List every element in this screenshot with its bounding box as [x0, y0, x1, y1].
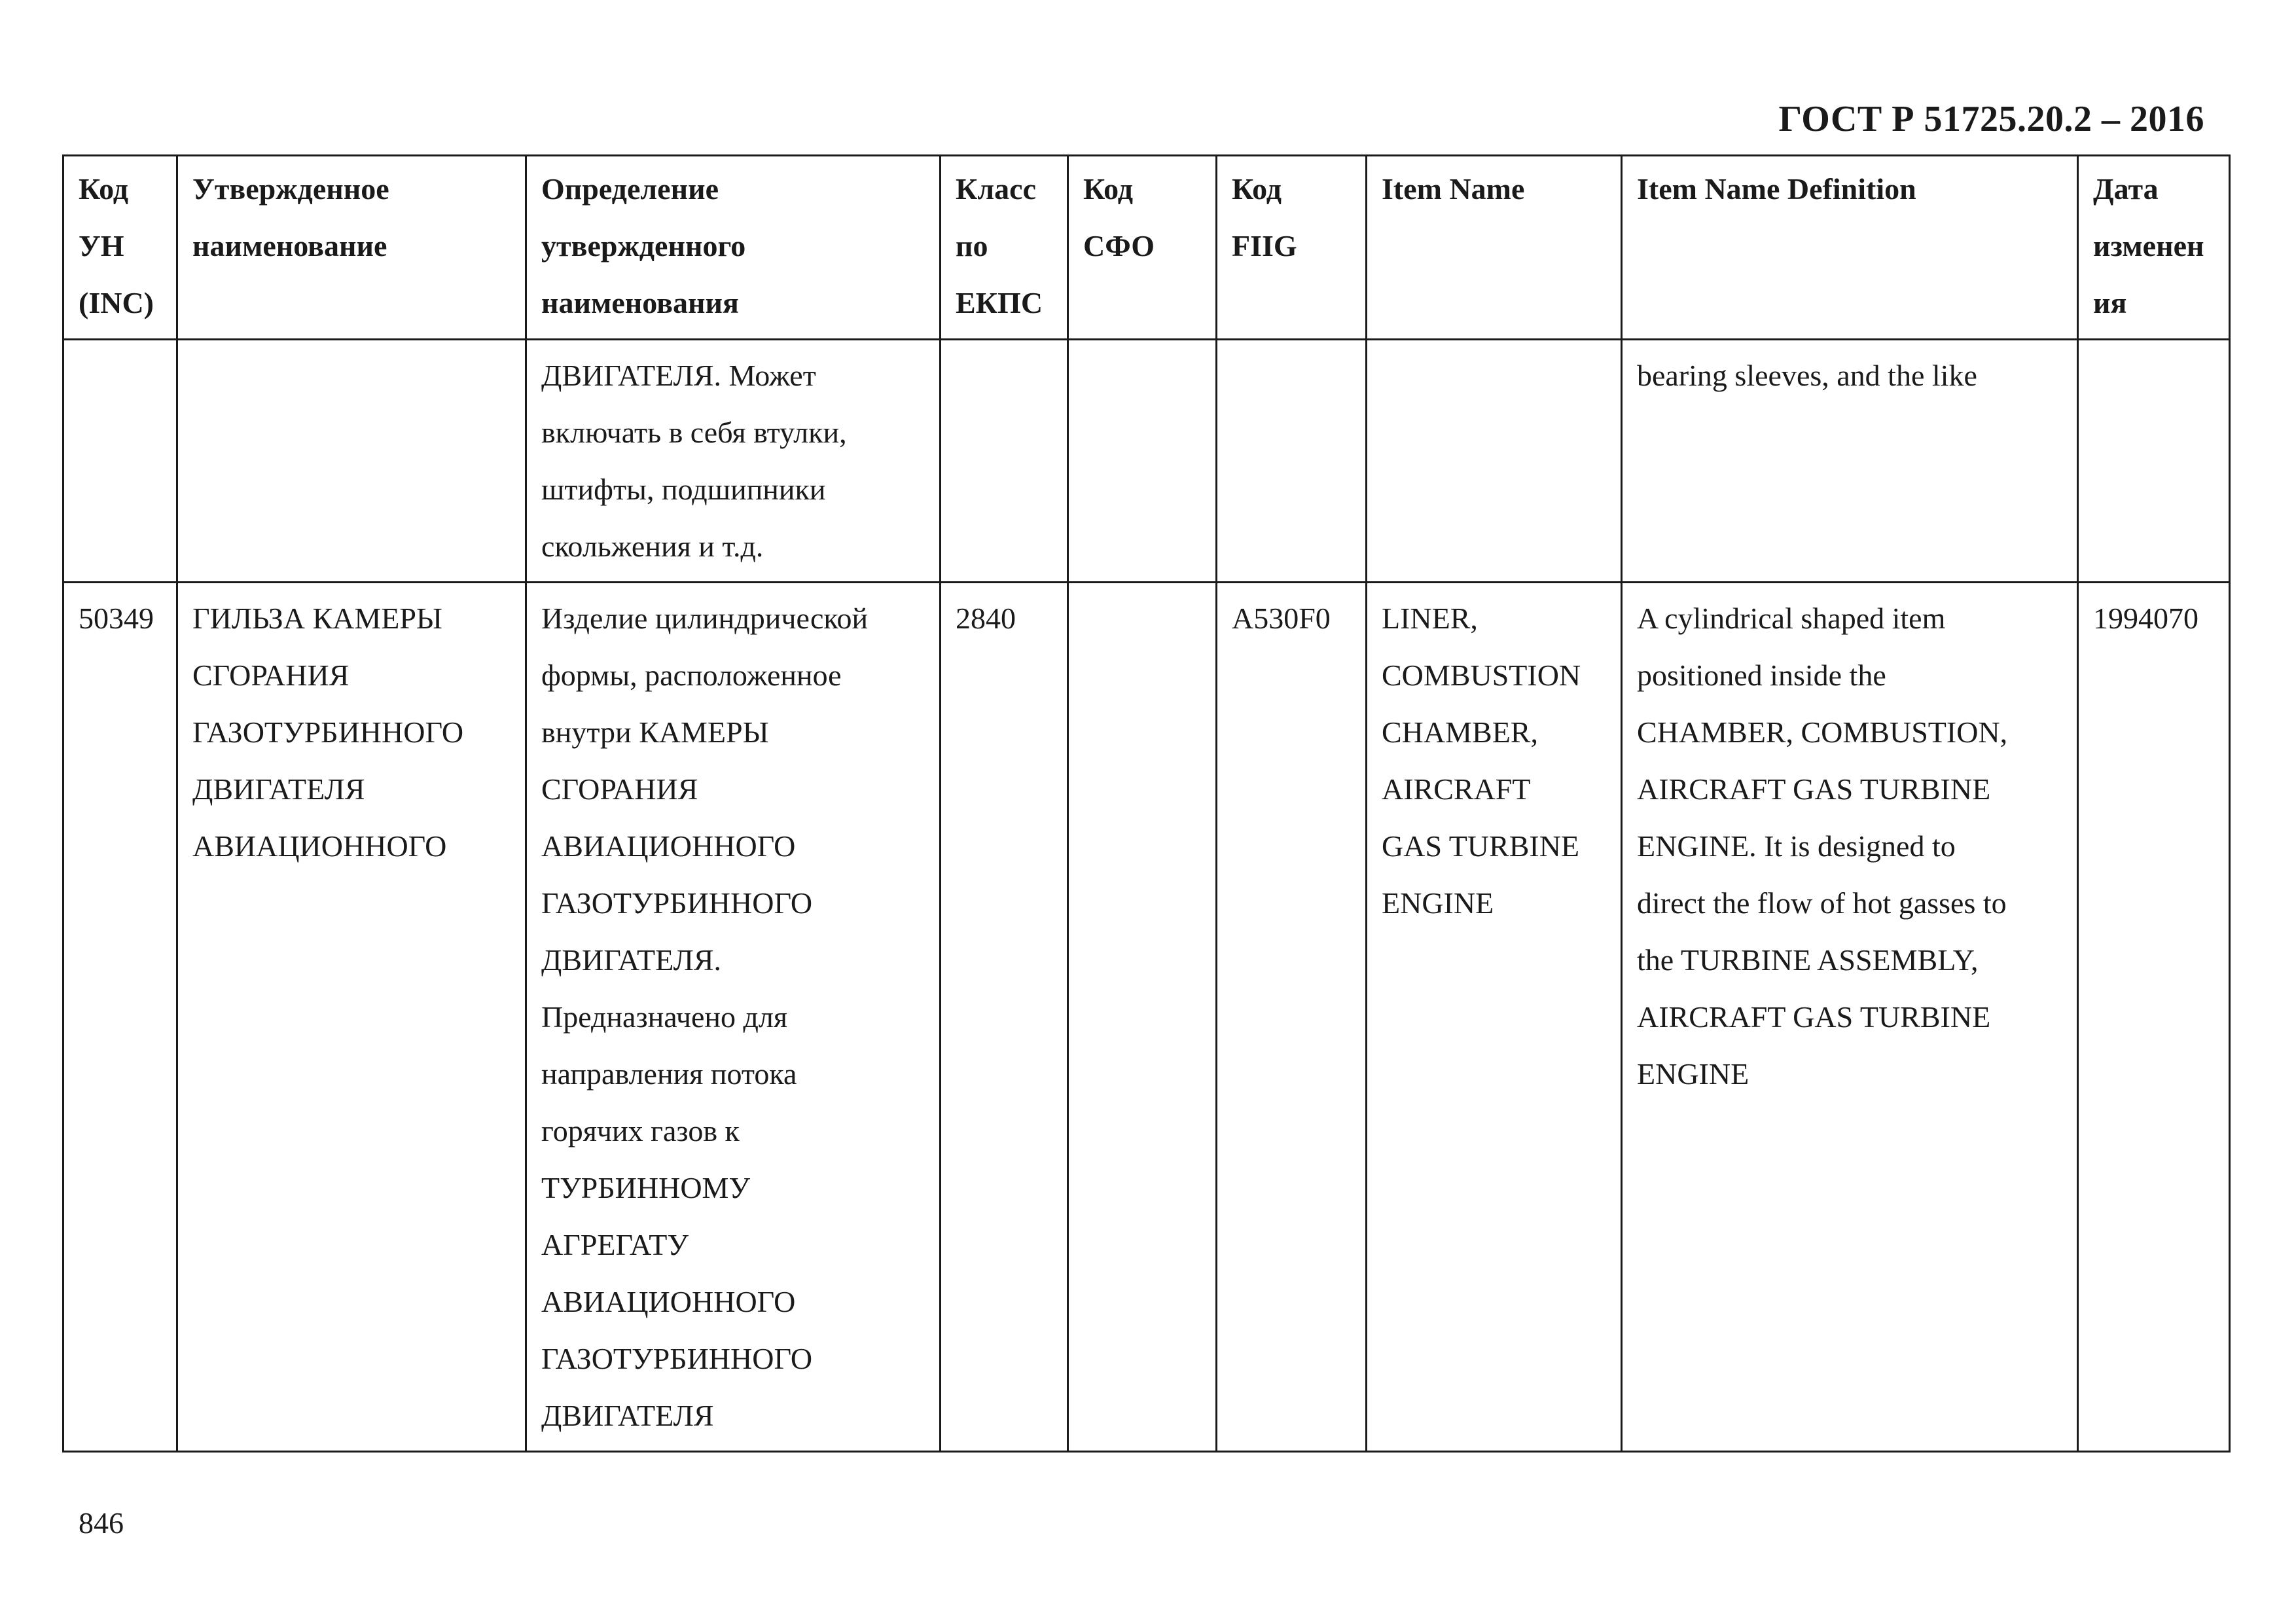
inc-catalog-table [62, 154, 2231, 1453]
cell-ekps-class [941, 340, 1068, 583]
cell-item-name-definition: A cylindrical shaped item positioned inside the CHAMBER, COMBUSTION, AIRCRAFT GAS TURBINE ENGINE. It is designed to direct the flow of hot gasses to the TURBINE ASSEMBLY, AIRCRAFT GAS TURBINE ENGINE [1622, 583, 2078, 1452]
cell-inc [63, 340, 177, 583]
table-row [63, 583, 2230, 1452]
page-number: 846 [79, 1506, 124, 1540]
table-header-row [63, 156, 2230, 340]
col-header-name-definition-ru: Определение утвержденного наименования [526, 156, 941, 340]
cell-fiig-code [1217, 340, 1367, 583]
standard-designation: ГОСТ Р 51725.20.2 – 2016 [1778, 99, 2204, 139]
cell-item-name [1367, 340, 1622, 583]
cell-item-name-definition: bearing sleeves, and the like [1622, 340, 2078, 583]
cell-name-definition-ru: ДВИГАТЕЛЯ. Может включать в себя втулки, штифты, подшипники скольжения и т.д. [526, 340, 941, 583]
cell-sfo-code [1068, 340, 1217, 583]
col-header-item-name: Item Name [1367, 156, 1622, 340]
col-header-ekps-class: Класс по ЕКПС [941, 156, 1068, 340]
cell-ekps-class: 2840 [941, 583, 1068, 1452]
cell-approved-name: ГИЛЬЗА КАМЕРЫ СГОРАНИЯ ГАЗОТУРБИННОГО ДВИГАТЕЛЯ АВИАЦИОННОГО [177, 583, 526, 1452]
cell-name-definition-ru: Изделие цилиндрической формы, расположенное внутри КАМЕРЫ СГОРАНИЯ АВИАЦИОННОГО ГАЗОТУРБИННОГО ДВИГАТЕЛЯ. Предназначено для направления потока горячих газов к ТУРБИННОМУ АГРЕГАТУ АВИАЦИОННОГО ГАЗОТУРБИННОГО ДВИГАТЕЛЯ [526, 583, 941, 1452]
col-header-approved-name: Утвержденное наименование [177, 156, 526, 340]
cell-item-name: LINER, COMBUSTION CHAMBER, AIRCRAFT GAS TURBINE ENGINE [1367, 583, 1622, 1452]
col-header-fiig-code: Код FIIG [1217, 156, 1367, 340]
cell-fiig-code: A530F0 [1217, 583, 1367, 1452]
col-header-change-date: Дата изменен ия [2078, 156, 2230, 340]
table-row [63, 340, 2230, 583]
cell-approved-name [177, 340, 526, 583]
cell-change-date: 1994070 [2078, 583, 2230, 1452]
col-header-item-name-definition: Item Name Definition [1622, 156, 2078, 340]
cell-inc: 50349 [63, 583, 177, 1452]
col-header-sfo-code: Код СФО [1068, 156, 1217, 340]
cell-change-date [2078, 340, 2230, 583]
col-header-inc: Код УН (INC) [63, 156, 177, 340]
cell-sfo-code [1068, 583, 1217, 1452]
